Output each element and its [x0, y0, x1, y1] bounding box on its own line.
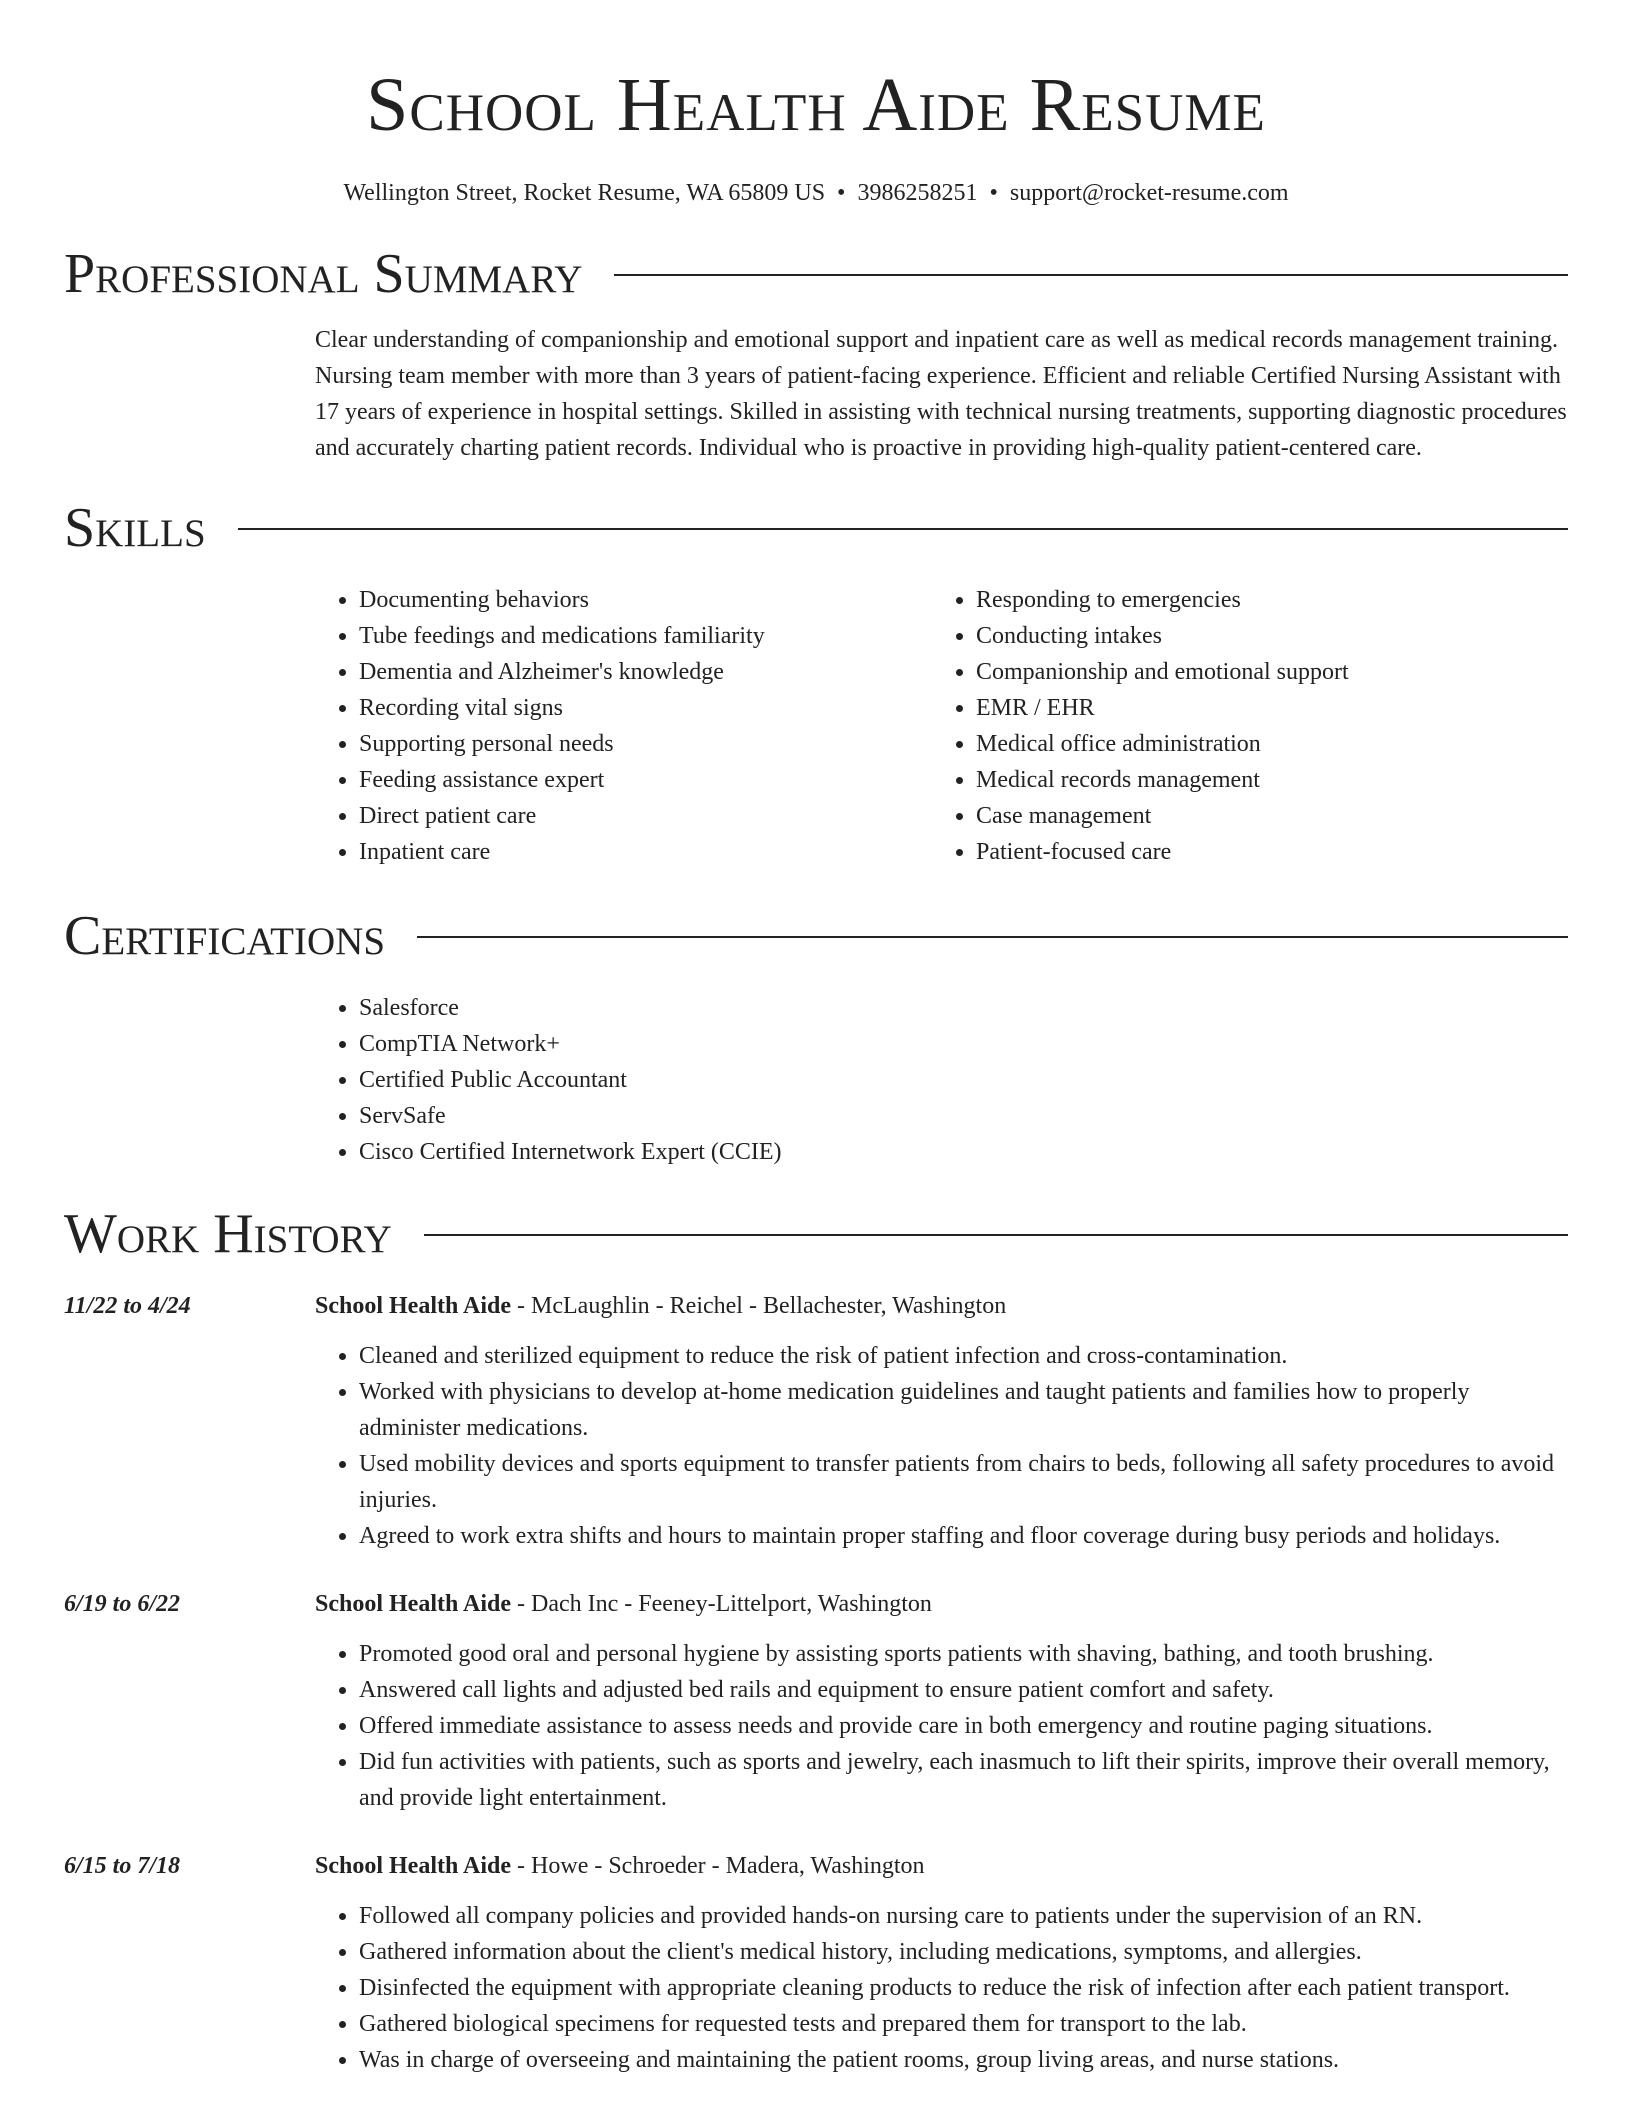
certifications-heading: Certifications: [64, 905, 386, 967]
resume-title: School Health Aide Resume: [366, 63, 1266, 147]
job-bullets: [315, 1636, 1568, 1816]
section-divider: [238, 528, 1568, 530]
contact-email: support@rocket-resume.com: [1009, 180, 1289, 206]
job-bullet: • Was in charge of overseeing and maintaining the patient rooms, group living areas, and nurse stations.: [359, 2042, 1568, 2078]
job-title: School Health Aide: [315, 1853, 512, 1879]
skill-item: • Inpatient care: [359, 834, 932, 870]
contact-separator: •: [989, 180, 998, 206]
job-dates: 6/15 to 7/18: [64, 1853, 181, 1879]
section-divider: [424, 1234, 1568, 1236]
skill-item: • Feeding assistance expert: [359, 762, 932, 798]
job-bullet: • Worked with physicians to develop at-home medication guidelines and taught patients and families how to properly administer medications.: [359, 1374, 1568, 1446]
certification-item: • Salesforce: [359, 990, 1568, 1026]
section-divider: [417, 936, 1568, 938]
skill-item: • Direct patient care: [359, 798, 932, 834]
job-bullet: • Offered immediate assistance to assess needs and provide care in both emergency and routine paging situations.: [359, 1708, 1568, 1744]
certification-item: • Certified Public Accountant: [359, 1062, 1568, 1098]
skills-section-header: [64, 496, 1568, 560]
skill-item: • EMR / EHR: [976, 690, 1549, 726]
job-bullet: • Disinfected the equipment with appropriate cleaning products to reduce the risk of infection after each patient transport.: [359, 1970, 1568, 2006]
job-bullets: [315, 1338, 1568, 1554]
job-detail: [315, 1586, 1568, 1816]
job-title: School Health Aide: [315, 1293, 512, 1319]
job-bullet: • Promoted good oral and personal hygiene by assisting sports patients with shaving, bathing, and tooth brushing.: [359, 1636, 1568, 1672]
skill-item: • Dementia and Alzheimer's knowledge: [359, 654, 932, 690]
skill-item: • Conducting intakes: [976, 618, 1549, 654]
skills-heading: Skills: [64, 497, 206, 559]
certification-item: • CompTIA Network+: [359, 1026, 1568, 1062]
contact-address: Wellington Street, Rocket Resume, WA 65809 US: [343, 180, 826, 206]
skill-item: • Medical office administration: [976, 726, 1549, 762]
skills-column-right: [932, 582, 1549, 870]
job-employer: - Dach Inc - Feeney-Littelport, Washington: [511, 1591, 932, 1617]
job-bullet: • Answered call lights and adjusted bed rails and equipment to ensure patient comfort and safety.: [359, 1672, 1568, 1708]
job-detail: [315, 1288, 1568, 1554]
skill-item: • Medical records management: [976, 762, 1549, 798]
resume-page: [64, 0, 1568, 2078]
job-heading: [315, 1586, 1568, 1622]
job-title: School Health Aide: [315, 1591, 512, 1617]
job-bullet: • Did fun activities with patients, such as sports and jewelry, each inasmuch to lift their spirits, improve their overall memory, and provide light entertainment.: [359, 1744, 1568, 1816]
skill-item: • Tube feedings and medications familiarity: [359, 618, 932, 654]
skills-grid: [315, 582, 1568, 870]
skill-item: • Patient-focused care: [976, 834, 1549, 870]
job-bullet: • Used mobility devices and sports equipment to transfer patients from chairs to beds, following all safety procedures to avoid injuries.: [359, 1446, 1568, 1518]
job-entry: [64, 1848, 1568, 2078]
skill-item: • Case management: [976, 798, 1549, 834]
skill-item: • Companionship and emotional support: [976, 654, 1549, 690]
job-detail: [315, 1848, 1568, 2078]
certification-item: • ServSafe: [359, 1098, 1568, 1134]
job-bullet: • Agreed to work extra shifts and hours to maintain proper staffing and floor coverage during busy periods and holidays.: [359, 1518, 1568, 1554]
summary-text: Clear understanding of companionship and emotional support and inpatient care as well as medical records management training. Nursing team member with more than 3 years of patient-facing experience. Efficient and reliable Certified Nursing Assistant with 17 years of experience in hospital settings. Skilled in assisting with technical nursing treatments, supporting diagnostic procedures and accurately charting patient records. Individual who is proactive in providing high-quality patient-centered care.: [315, 327, 1567, 461]
skill-item: • Recording vital signs: [359, 690, 932, 726]
skill-item: • Responding to emergencies: [976, 582, 1549, 618]
job-employer: - Howe - Schroeder - Madera, Washington: [511, 1853, 925, 1879]
contact-line: [64, 178, 1568, 208]
certification-item: • Cisco Certified Internetwork Expert (CCIE): [359, 1134, 1568, 1170]
job-dates: 6/19 to 6/22: [64, 1591, 181, 1617]
skills-list-left: [315, 582, 932, 870]
skill-item: • Supporting personal needs: [359, 726, 932, 762]
job-entry: [64, 1288, 1568, 1554]
contact-separator: •: [837, 180, 846, 206]
job-heading: [315, 1288, 1568, 1324]
contact-phone: 3986258251: [857, 180, 978, 206]
job-bullet: • Followed all company policies and provided hands-on nursing care to patients under the supervision of an RN.: [359, 1898, 1568, 1934]
job-heading: [315, 1848, 1568, 1884]
work-history-heading: Work History: [64, 1203, 392, 1265]
job-bullet: • Gathered biological specimens for requested tests and prepared them for transport to the lab.: [359, 2006, 1568, 2042]
summary-section-header: [64, 242, 1568, 306]
job-bullet: • Cleaned and sterilized equipment to reduce the risk of patient infection and cross-contamination.: [359, 1338, 1568, 1374]
work-history-section-header: [64, 1202, 1568, 1266]
job-bullet: • Gathered information about the client's medical history, including medications, symptoms, and allergies.: [359, 1934, 1568, 1970]
skills-list-right: [932, 582, 1549, 870]
section-divider: [614, 274, 1568, 276]
job-bullets: [315, 1898, 1568, 2078]
certifications-section-header: [64, 904, 1568, 968]
summary-heading: Professional Summary: [64, 243, 583, 305]
skills-column-left: [315, 582, 932, 870]
skill-item: • Documenting behaviors: [359, 582, 932, 618]
job-employer: - McLaughlin - Reichel - Bellachester, Washington: [511, 1293, 1007, 1319]
job-dates: 11/22 to 4/24: [64, 1293, 191, 1319]
certifications-list: [315, 990, 1568, 1170]
job-entry: [64, 1586, 1568, 1816]
certifications-block: [315, 990, 1568, 1170]
